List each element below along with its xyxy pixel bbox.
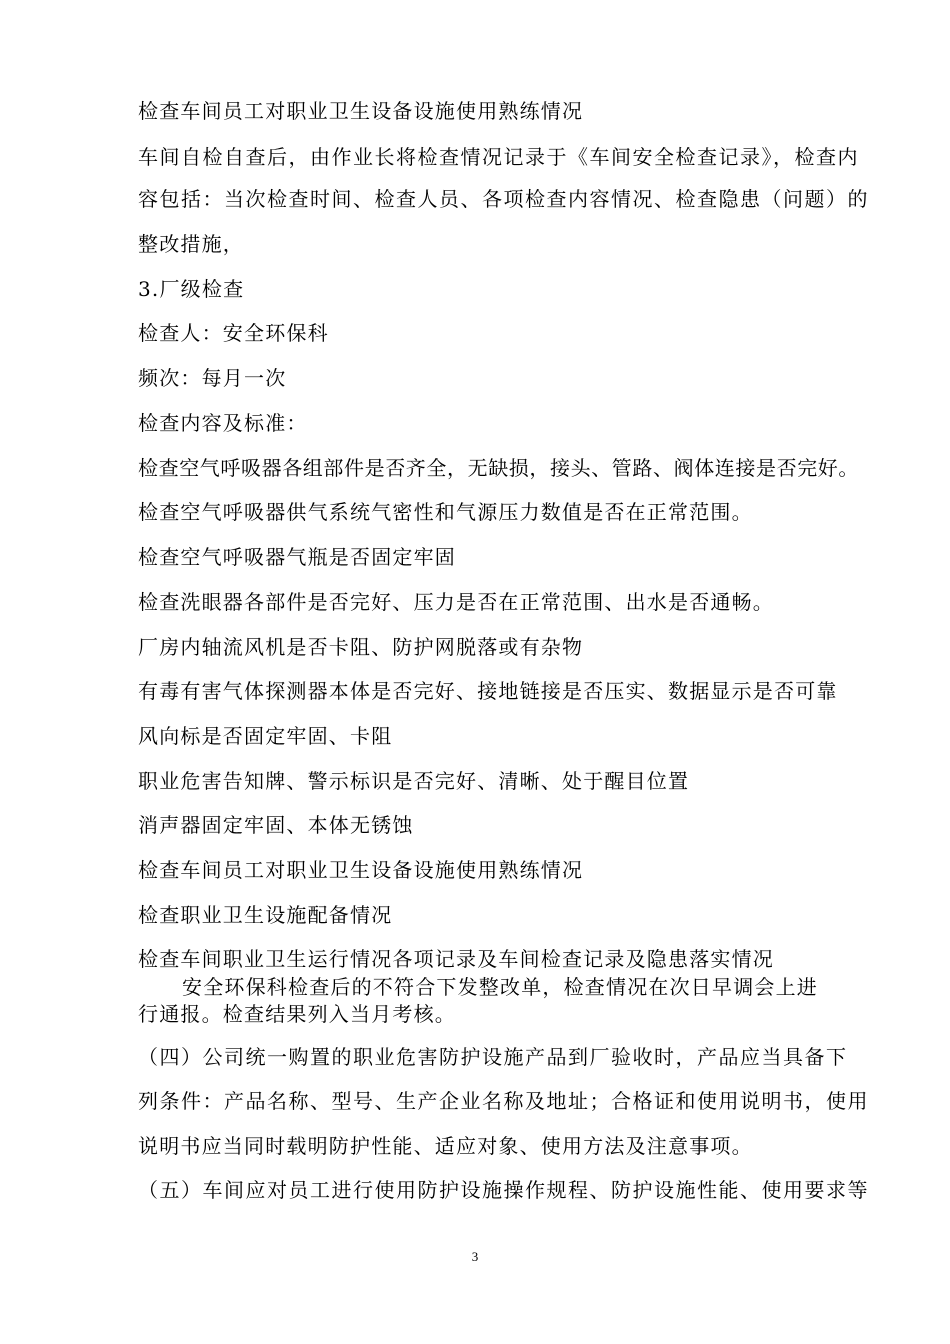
section-heading: 3.厂级检查 [138, 277, 245, 301]
text-line: 行通报。检查结果列入当月考核。 [138, 1002, 456, 1026]
checklist-item: 检查职业卫生设施配备情况 [138, 903, 393, 927]
checklist-item: 检查车间员工对职业卫生设备设施使用熟练情况 [138, 858, 584, 882]
checklist-item: 检查车间职业卫生运行情况各项记录及车间检查记录及隐患落实情况 [138, 947, 774, 971]
text-line: 车间自检自查后，由作业长将检查情况记录于《车间安全检查记录》，检查内 [138, 145, 859, 169]
text-line: 容包括：当次检查时间、检查人员、各项检查内容情况、检查隐患（问题）的 [138, 187, 869, 211]
text-line: 检查内容及标准： [138, 411, 308, 435]
text-line: 检查车间员工对职业卫生设备设施使用熟练情况 [138, 99, 584, 123]
checklist-item: 有毒有害气体探测器本体是否完好、接地链接是否压实、数据显示是否可靠 [138, 679, 838, 703]
text-line: 安全环保科检查后的不符合下发整改单，检查情况在次日早调会上进 [182, 975, 818, 999]
checklist-item: 检查空气呼吸器各组部件是否齐全，无缺损，接头、管路、阀体连接是否完好。 [138, 456, 859, 480]
text-line: 频次：每月一次 [138, 366, 287, 390]
text-line: （五）车间应对员工进行使用防护设施操作规程、防护设施性能、使用要求等 [138, 1178, 869, 1202]
text-line: 列条件：产品名称、型号、生产企业名称及地址；合格证和使用说明书，使用 [138, 1089, 869, 1113]
checklist-item: 职业危害告知牌、警示标识是否完好、清晰、处于醒目位置 [138, 769, 690, 793]
checklist-item: 厂房内轴流风机是否卡阻、防护网脱落或有杂物 [138, 635, 584, 659]
text-line: 整改措施， [138, 232, 244, 256]
checklist-item: 检查洗眼器各部件是否完好、压力是否在正常范围、出水是否通畅。 [138, 590, 774, 614]
text-line: （四）公司统一购置的职业危害防护设施产品到厂验收时，产品应当具备下 [138, 1045, 848, 1069]
text-line: 说明书应当同时载明防护性能、适应对象、使用方法及注意事项。 [138, 1134, 753, 1158]
text-line: 检查人：安全环保科 [138, 321, 329, 345]
checklist-item: 检查空气呼吸器供气系统气密性和气源压力数值是否在正常范围。 [138, 500, 753, 524]
checklist-item: 风向标是否固定牢固、卡阻 [138, 724, 393, 748]
checklist-item: 消声器固定牢固、本体无锈蚀 [138, 813, 414, 837]
checklist-item: 检查空气呼吸器气瓶是否固定牢固 [138, 545, 456, 569]
page-number: 3 [471, 1249, 479, 1264]
